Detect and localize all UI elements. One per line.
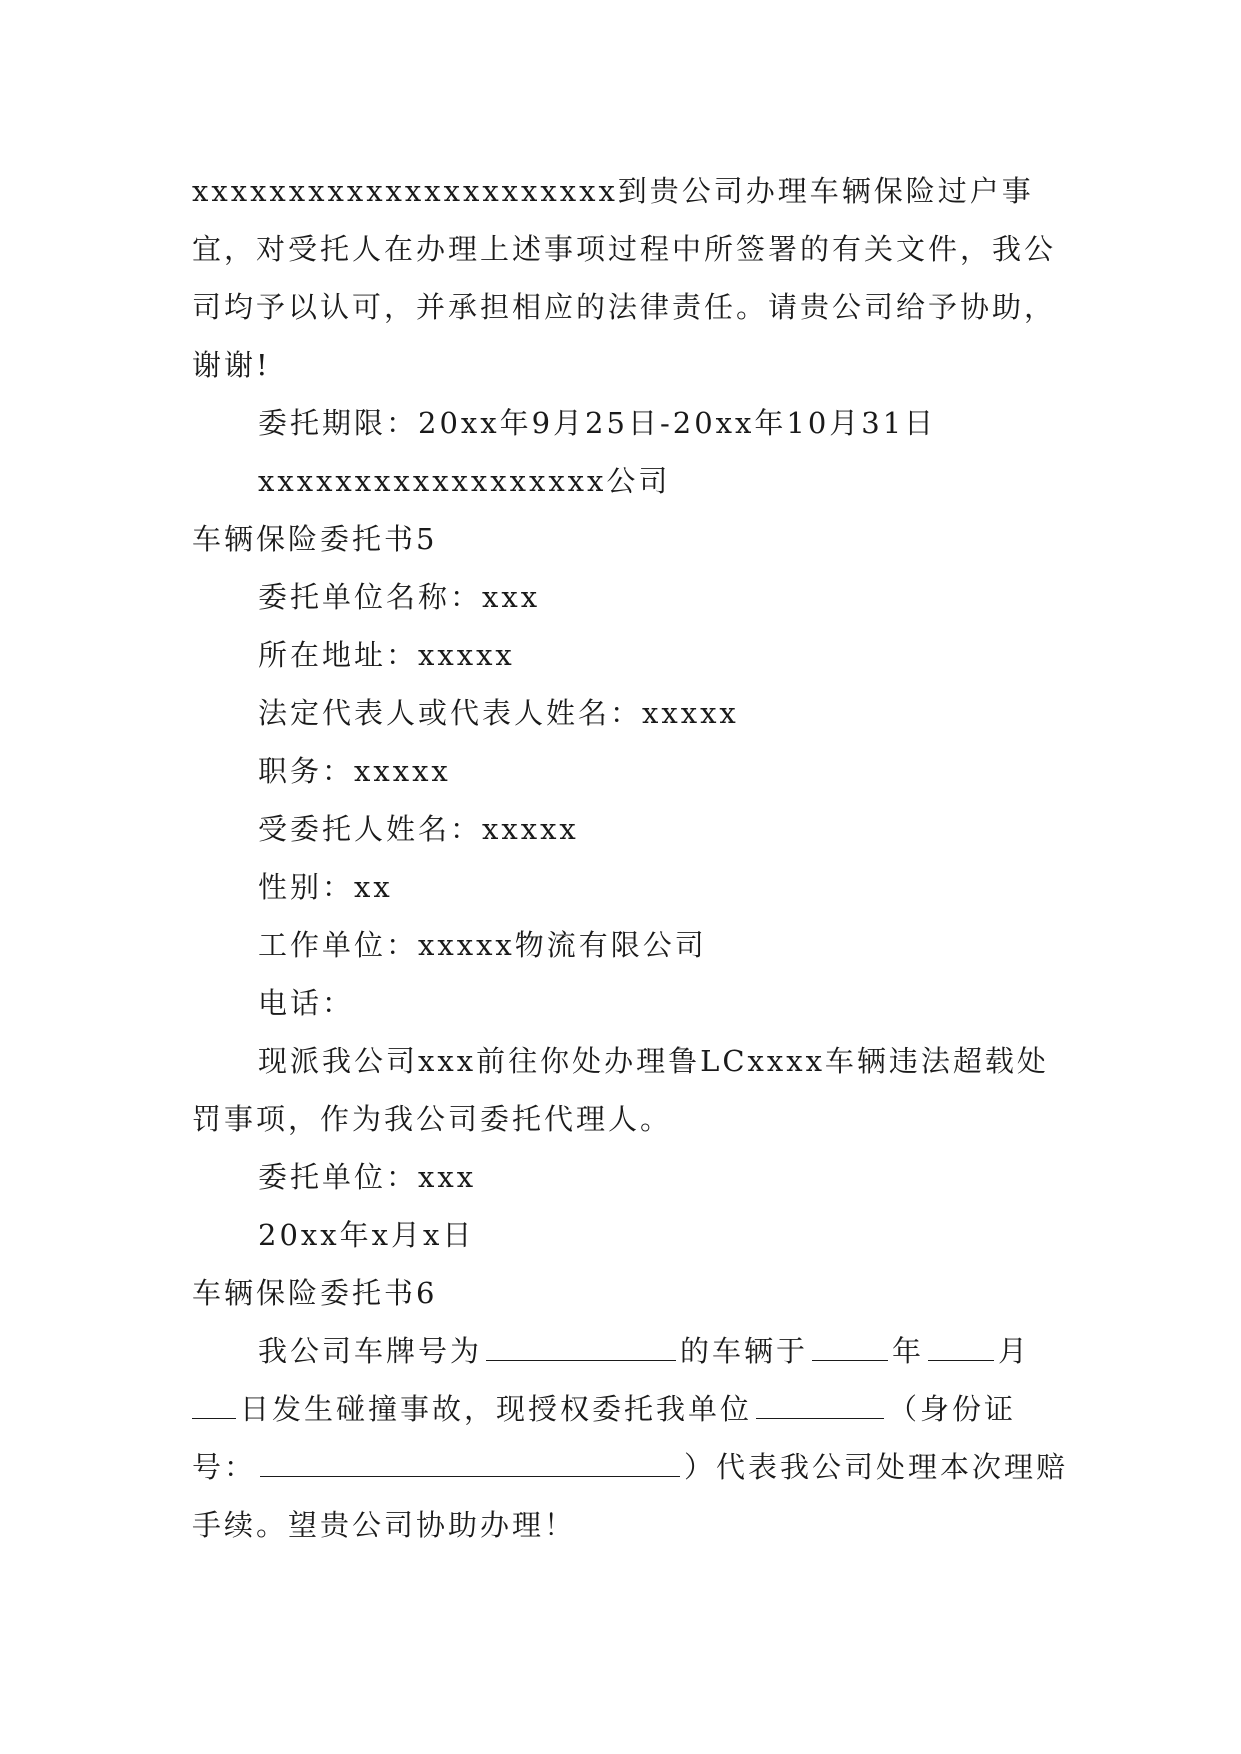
section-title-6: 车辆保险委托书6: [192, 1276, 438, 1310]
claim-text-vehicle: 的车辆于: [680, 1334, 809, 1368]
id-number-blank[interactable]: [260, 1452, 680, 1477]
claim-text-month: 月: [998, 1334, 1031, 1368]
claim-text-accident: 日发生碰撞事故，现授权委托我单位: [240, 1392, 753, 1426]
claim-authorization-paragraph: [192, 1322, 1072, 1554]
entrusting-unit-signature: 委托单位：xxx: [258, 1160, 477, 1194]
trustee-gender: 性别：xx: [258, 870, 393, 904]
trustee-work-unit: 工作单位：xxxxx物流有限公司: [258, 928, 707, 962]
company-signature: xxxxxxxxxxxxxxxxxx公司: [258, 464, 671, 498]
claim-text-id: （身份证号：: [192, 1392, 1017, 1484]
section-title-5: 车辆保险委托书5: [192, 522, 438, 556]
signature-date: 20xx年x月x日: [258, 1218, 475, 1252]
unit-address: 所在地址：xxxxx: [258, 638, 515, 672]
claim-text-year: 年: [892, 1334, 925, 1368]
trustee-name: 受委托人姓名：xxxxx: [258, 812, 579, 846]
plate-number-blank[interactable]: [486, 1336, 676, 1361]
authorization-paragraph: xxxxxxxxxxxxxxxxxxxxxx到贵公司办理车辆保险过户事宜，对受托人在办理上述事项过程中所签署的有关文件，我公司均予以认可，并承担相应的法律责任。请贵公司给予协助，谢谢!: [192, 174, 1057, 382]
representative-position: 职务：xxxxx: [258, 754, 451, 788]
trustee-phone: 电话：: [258, 986, 355, 1020]
month-blank[interactable]: [928, 1336, 994, 1361]
document-body: [192, 162, 1072, 1554]
entrusting-unit-name: 委托单位名称：xxx: [258, 580, 541, 614]
dispatch-paragraph: 现派我公司xxx前往你处办理鲁LCxxxx车辆违法超载处罚事项，作为我公司委托代理人。: [192, 1044, 1049, 1136]
legal-representative: 法定代表人或代表人姓名：xxxxx: [258, 696, 739, 730]
day-blank[interactable]: [192, 1394, 236, 1419]
claim-text-closing: ）代表我公司处理本次理赔手续。望贵公司协助办理！: [192, 1450, 1069, 1542]
year-blank[interactable]: [812, 1336, 888, 1361]
agent-name-blank[interactable]: [756, 1394, 884, 1419]
claim-text-plate: 我公司车牌号为: [258, 1334, 483, 1368]
entrust-period: 委托期限：20xx年9月25日-20xx年10月31日: [258, 406, 937, 440]
